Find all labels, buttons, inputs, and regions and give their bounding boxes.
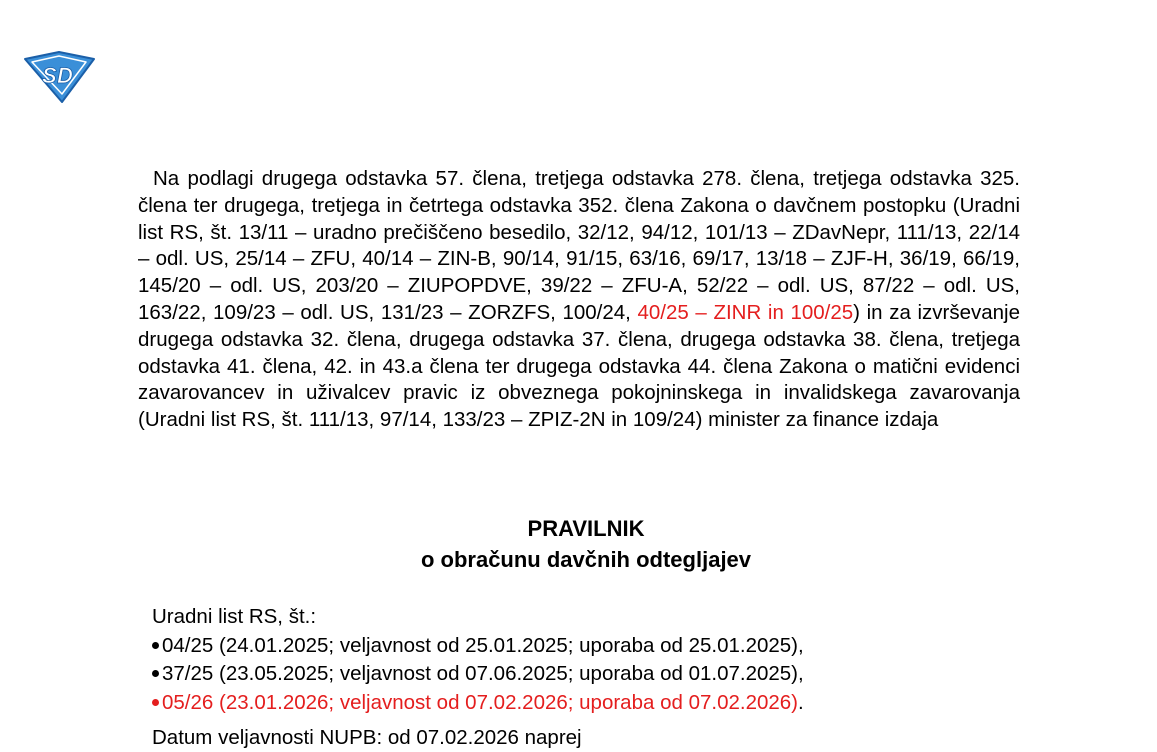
gazette-item-text: 37/25 (23.05.2025; veljavnost od 07.06.2025; uporaba od 01.07.2025), [162,662,804,685]
regulation-title [138,513,1034,575]
gazette-item [152,632,1012,661]
svg-text:S: S [42,63,57,88]
svg-text:D: D [57,63,73,88]
gazette-item [152,660,1012,689]
gazette-item-text: 04/25 (24.01.2025; veljavnost od 25.01.2025; uporaba od 25.01.2025), [162,633,804,657]
sd-logo-icon [22,50,96,104]
bullet-icon [152,670,159,677]
bullet-icon [152,642,159,649]
gazette-list [152,603,1012,717]
bullet-icon [152,699,159,706]
regulation-title-line-2: o obračunu davčnih odtegljajev [420,547,752,572]
legal-basis-text-2: ) in za izvrševanje drugega odstavka 32. člena, drugega odstavka 37. člena, drugega odstavka 38. člena, tretjega odstavka 41. člena, 42. in 43.a člena ter drugega odstavka 44. člena Zakona o matični evidenci zavarovancev in uživalcev pravic iz obveznega pokojninskega in invalidskega zavarovanja (Uradni list RS, št. 111/13, 97/14, 133/23 – ZPIZ-2N in 109/24) minister za finance izdaja [138,300,1021,432]
regulation-title-line-1: PRAVILNIK [527,516,645,541]
validity-date: Datum veljavnosti NUPB: od 07.02.2026 naprej [152,726,582,749]
legal-basis-amendment: 40/25 – ZINR in 100/25 [637,300,854,324]
legal-basis-paragraph [138,166,1020,434]
gazette-item-suffix: . [798,690,804,714]
gazette-item-text: 05/26 (23.01.2026; veljavnost od 07.02.2026; uporaba od 07.02.2026) [162,690,799,714]
gazette-item-highlighted [152,689,1012,718]
gazette-heading: Uradni list RS, št.: [152,605,317,628]
legal-basis-text-1: Na podlagi drugega odstavka 57. člena, tretjega odstavka 278. člena, tretjega odstavka 325. člena ter drugega, tretjega in četrtega odstavka 352. člena Zakona o davčnem postopku (Uradni list RS, št. 13/11 – uradno prečiščeno besedilo, 32/12, 94/12, 101/13 – ZDavNepr, 111/13, 22/14 – odl. US, 25/14 – ZFU, 40/14 – ZIN-B, 90/14, 91/15, 63/16, 69/17, 13/18 – ZJF-H, 36/19, 66/19, 145/20 – odl. US, 203/20 – ZIUPOPDVE, 39/22 – ZFU-A, 52/22 – odl. US, 87/22 – odl. US, 163/22, 109/23 – odl. US, 131/23 – ZORZFS, 100/24, [138,167,1020,324]
